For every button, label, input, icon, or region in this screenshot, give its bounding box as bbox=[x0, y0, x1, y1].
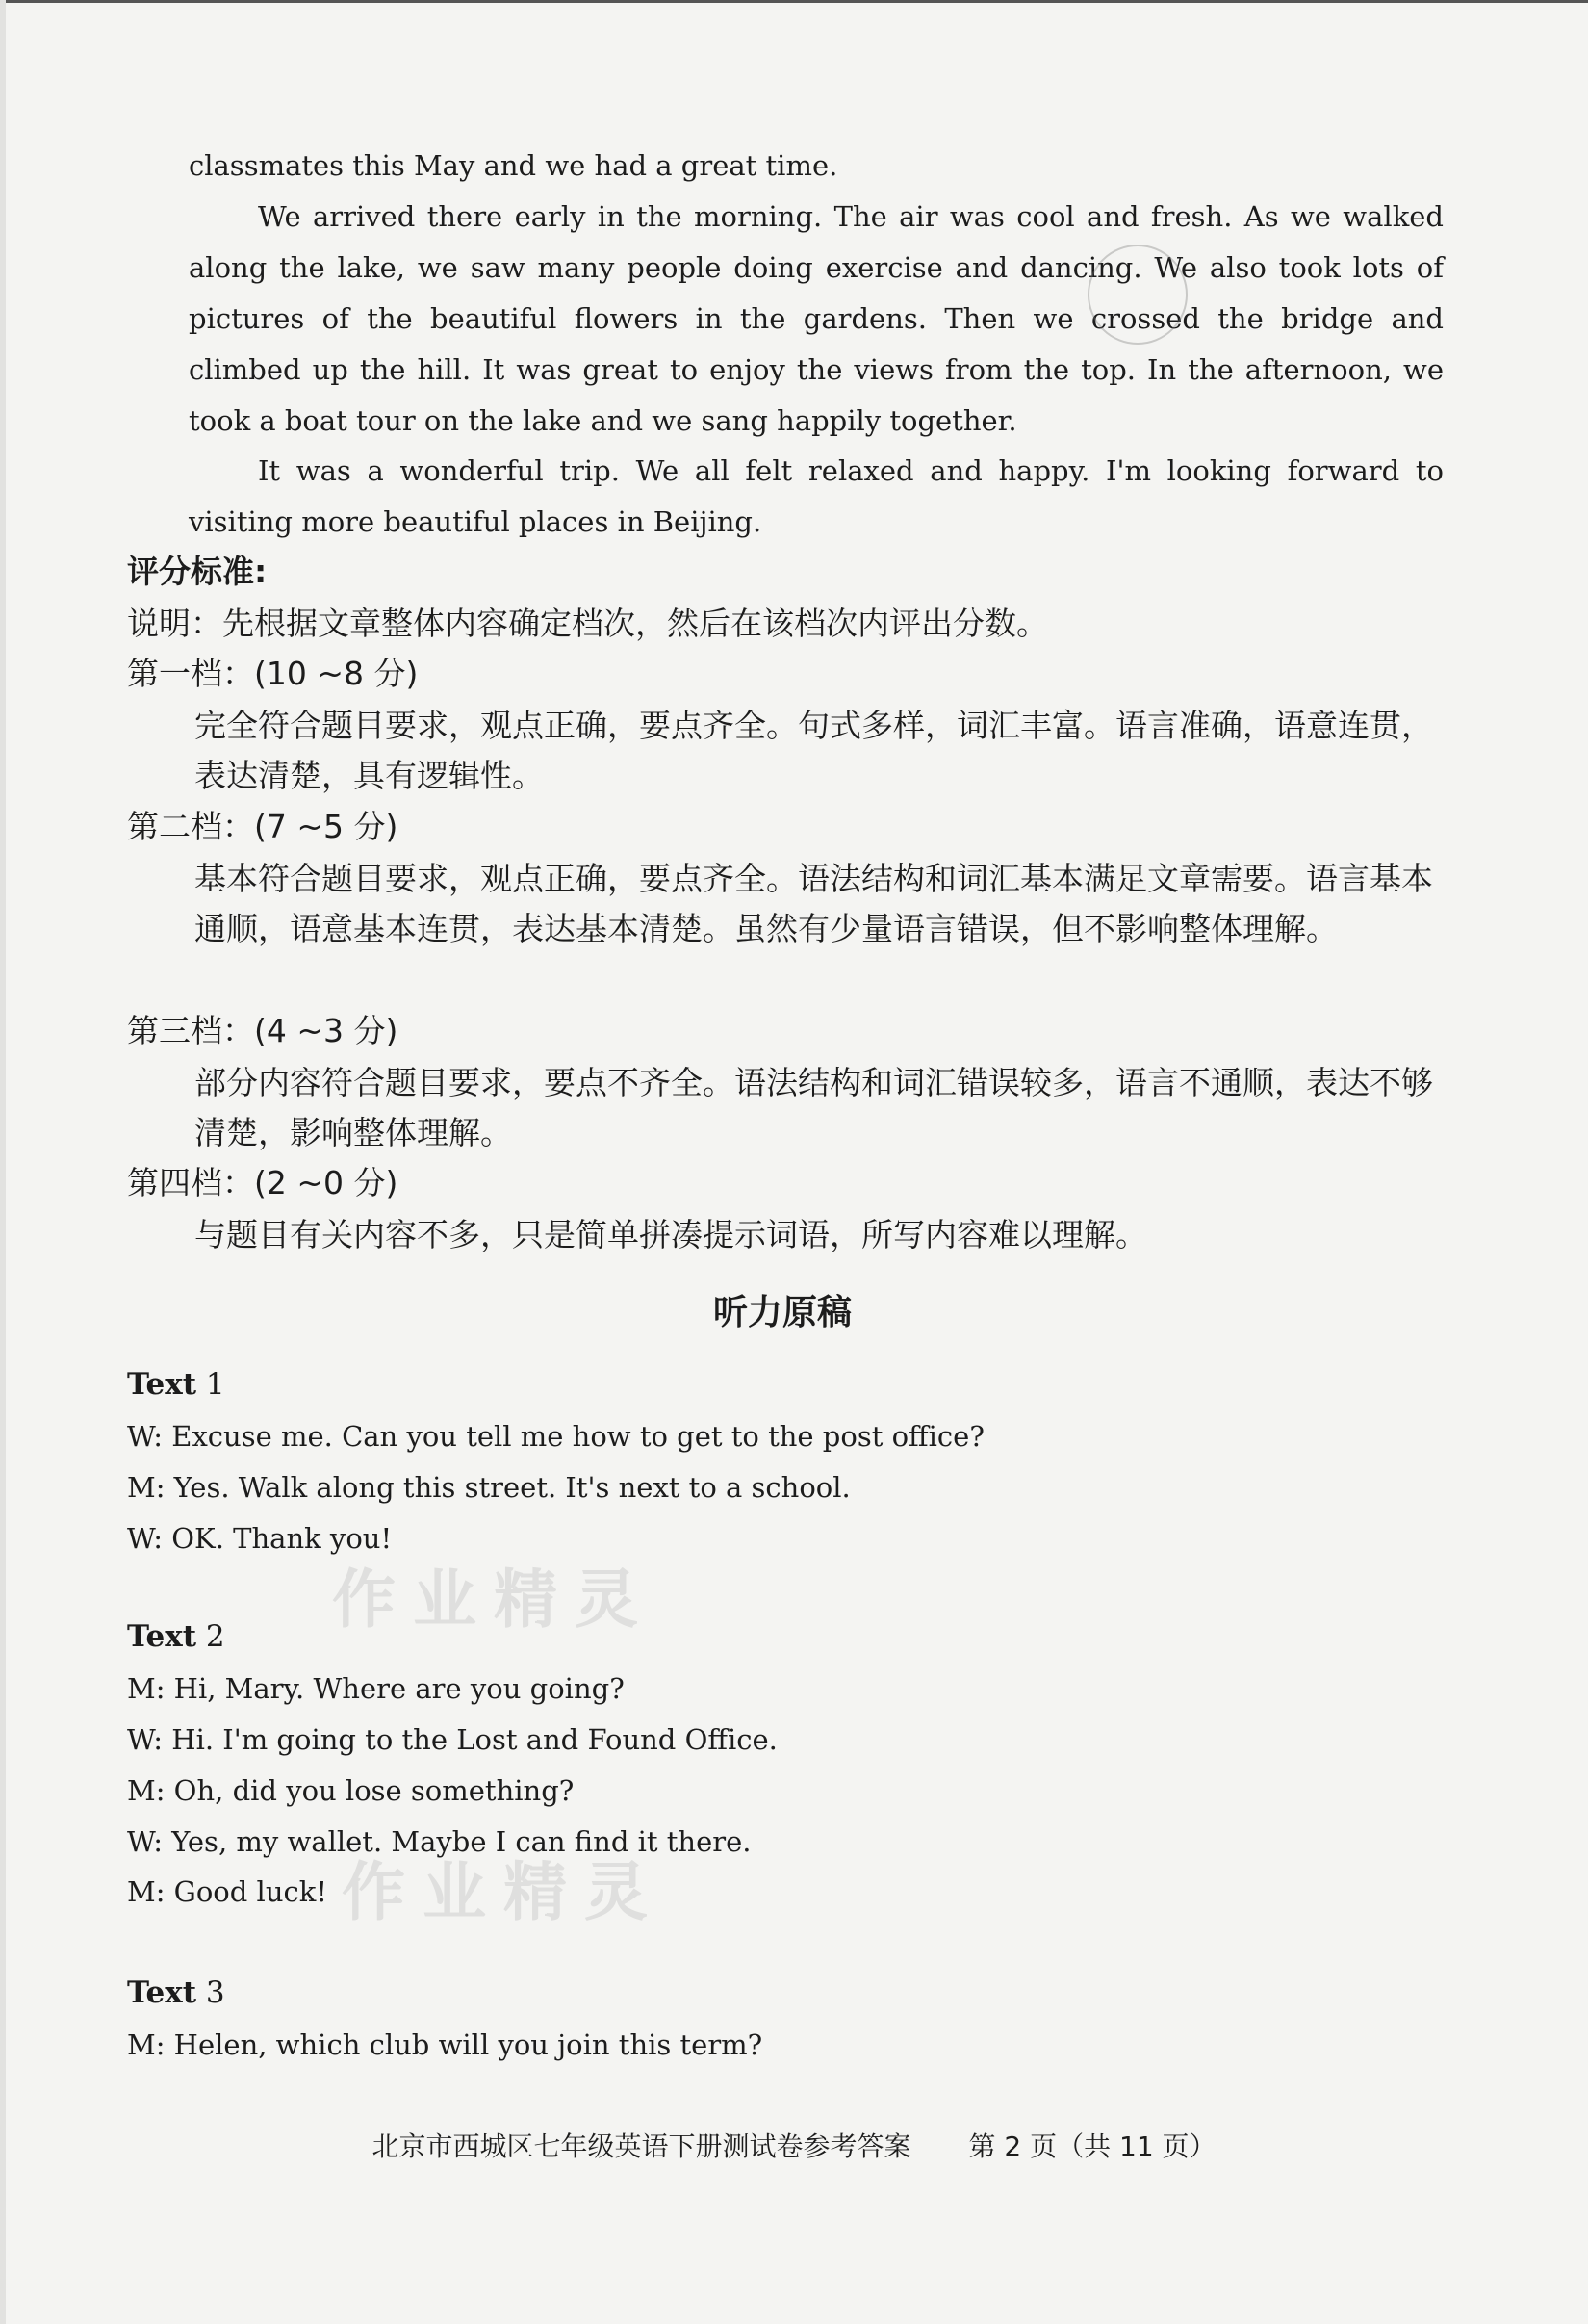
text-1-line-2: M: Yes. Walk along this street. It's next to a school. bbox=[127, 1471, 851, 1504]
essay-line-1: classmates this May and we had a great time. bbox=[189, 149, 838, 182]
text-2-line-3: M: Oh, did you lose something? bbox=[127, 1774, 575, 1807]
essay-paragraph-3: It was a wonderful trip. We all felt relaxed and happy. I'm looking forward to visiting more beautiful places in Beijing. bbox=[189, 454, 1444, 538]
text-3-line-1: M: Helen, which club will you join this term? bbox=[127, 2028, 763, 2061]
footer-page-number: 第 2 页（共 11 页） bbox=[968, 2130, 1217, 2162]
text-1-line-1: W: Excuse me. Can you tell me how to get to the post office? bbox=[127, 1420, 985, 1453]
level-1-label: 第一档：(10 ~8 分) bbox=[127, 655, 419, 692]
level-4-desc: 与题目有关内容不多，只是简单拼凑提示词语，所写内容难以理解。 bbox=[194, 1216, 1147, 1253]
essay-paragraph-2: We arrived there early in the morning. The air was cool and fresh. As we walked along the lake, we saw many people doing exercise and dancing. We also took lots of pictures of the beautiful flowers in the gardens. Then we crossed the bridge and climbed up the hill. It was great to enjoy the views from the top. In the afternoon, we took a boat tour on the lake and we sang happily together. bbox=[189, 200, 1444, 437]
text-3-heading: Text 3 bbox=[127, 1975, 225, 2010]
stamp-mark bbox=[1088, 245, 1188, 345]
text-2-line-4: W: Yes, my wallet. Maybe I can find it there. bbox=[127, 1825, 752, 1858]
text-2-line-5: M: Good luck! bbox=[127, 1875, 327, 1908]
page-footer bbox=[0, 2126, 1588, 2164]
top-border bbox=[0, 0, 1588, 3]
text-2-heading: Text 2 bbox=[127, 1619, 225, 1654]
level-2-label: 第二档：(7 ~5 分) bbox=[127, 808, 398, 845]
level-3-label: 第三档：(4 ~3 分) bbox=[127, 1012, 398, 1049]
watermark-2: 作业精灵 bbox=[342, 1855, 665, 1929]
text-2-line-1: M: Hi, Mary. Where are you going? bbox=[127, 1672, 625, 1705]
level-2-desc: 基本符合题目要求，观点正确，要点齐全。语法结构和词汇基本满足文章需要。语言基本通顺，语意基本连贯，表达基本清楚。虽然有少量语言错误，但不影响整体理解。 bbox=[194, 860, 1433, 947]
watermark-1: 作业精灵 bbox=[332, 1562, 655, 1637]
footer-source: 北京市西城区七年级英语下册测试卷参考答案 bbox=[371, 2130, 911, 2162]
scoring-note: 说明：先根据文章整体内容确定档次，然后在该档次内评出分数。 bbox=[127, 605, 1048, 642]
level-3-desc: 部分内容符合题目要求，要点不齐全。语法结构和词汇错误较多，语言不通顺，表达不够清楚，影响整体理解。 bbox=[194, 1064, 1433, 1151]
text-1-heading: Text 1 bbox=[127, 1367, 225, 1402]
transcript-title: 听力原稿 bbox=[712, 1293, 852, 1332]
left-edge bbox=[0, 0, 6, 2324]
level-1-desc: 完全符合题目要求，观点正确，要点齐全。句式多样，词汇丰富。语言准确，语意连贯，表达清楚，具有逻辑性。 bbox=[194, 707, 1433, 794]
text-1-line-3: W: OK. Thank you! bbox=[127, 1522, 393, 1555]
scoring-title: 评分标准: bbox=[127, 553, 268, 590]
text-2-line-2: W: Hi. I'm going to the Lost and Found Office. bbox=[127, 1723, 778, 1756]
level-4-label: 第四档：(2 ~0 分) bbox=[127, 1164, 398, 1201]
